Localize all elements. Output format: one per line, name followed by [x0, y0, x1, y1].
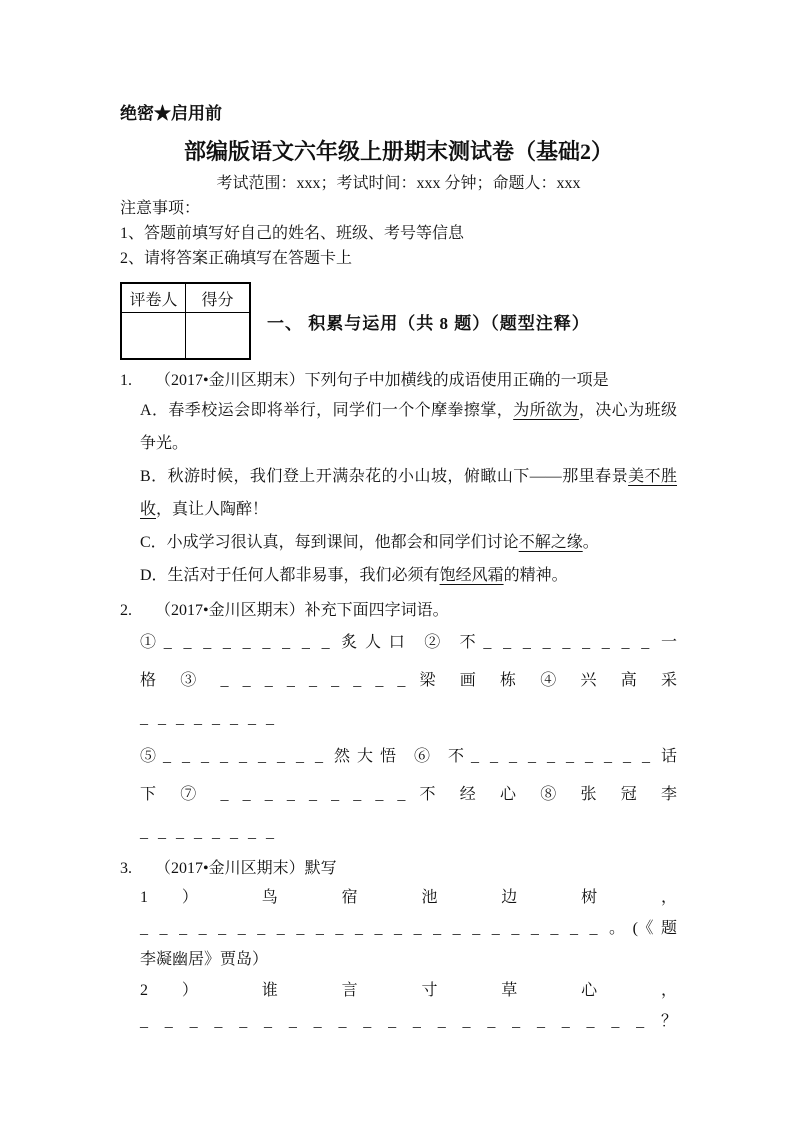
blank-line: 下 ⑦ _ _ _ _ _ _ _ _ _ 不 经 心 ⑧ 张 冠 李: [140, 786, 677, 803]
score-table-score-header: 得分: [186, 283, 251, 313]
question-1-stem: （2017•金川区期末）下列句子中加横线的成语使用正确的一项是: [155, 372, 609, 389]
dictation-line: _ _ _ _ _ _ _ _ _ _ _ _ _ _ _ _ _ _ _ _ _ ？: [140, 1013, 677, 1030]
question-3-stem: （2017•金川区期末）默写: [155, 860, 337, 877]
question-3: [120, 856, 677, 1037]
dictation-line: 1 ） 鸟 宿 池 边 树 ，: [140, 889, 677, 906]
dictation-line: 2 ） 谁 言 寸 草 心 ，: [140, 982, 677, 999]
option-c: C．小成学习很认真，每到课间，他都会和同学们讨论不解之缘。: [140, 534, 599, 551]
option-d: D．生活对于任何人都非易事，我们必须有饱经风霜的精神。: [140, 567, 568, 584]
notice-item-1: 1、答题前填写好自己的姓名、班级、考号等信息: [120, 225, 465, 242]
blank-line: 格 ③ _ _ _ _ _ _ _ _ _ 梁 画 栋 ④ 兴 高 采: [140, 672, 677, 689]
exam-title: 部编版语文六年级上册期末测试卷（基础2）: [183, 139, 613, 164]
score-table-grader-header: 评卷人: [121, 283, 186, 313]
score-table-grader-cell: [121, 313, 186, 360]
question-3-blanks: [140, 882, 677, 1037]
dictation-line: 李凝幽居》贾岛）: [140, 951, 269, 968]
notice-title: 注意事项：: [120, 200, 201, 217]
notice-item-2: 2、请将答案正确填写在答题卡上: [120, 250, 353, 267]
question-3-number: 3.: [120, 860, 132, 877]
classification-banner: 绝密★启用前: [120, 104, 222, 123]
score-table: [120, 282, 251, 360]
option-b: B．秋游时候，我们登上开满杂花的小山坡，俯瞰山下——那里春景美不胜收，真让人陶醉！: [140, 468, 677, 518]
question-2-blanks: [140, 624, 677, 852]
score-section: [120, 282, 677, 360]
blank-line: _ _ _ _ _ _ _ _: [140, 824, 277, 841]
question-2-stem: （2017•金川区期末）补充下面四字词语。: [155, 602, 449, 619]
option-a: A．春季校运会即将举行，同学们一个个摩拳擦掌，为所欲为，决心为班级争光。: [140, 402, 677, 452]
notice-block: [120, 196, 677, 271]
question-1: [120, 368, 677, 592]
blank-line: ⑤_ _ _ _ _ _ _ _ _ 然大悟 ⑥ 不_ _ _ _ _ _ _ _ _ _ 话: [140, 748, 677, 765]
blank-line: ①_ _ _ _ _ _ _ _ _ 炙人口 ② 不_ _ _ _ _ _ _ _ _ 一: [140, 634, 677, 651]
question-1-options: [140, 394, 677, 592]
question-2-number: 2.: [120, 602, 132, 619]
score-table-score-cell: [186, 313, 251, 360]
question-1-number: 1.: [120, 372, 132, 389]
blank-line: _ _ _ _ _ _ _ _: [140, 710, 277, 727]
section-heading: 一、 积累与运用（共 8 题）（题型注释）: [267, 313, 590, 333]
question-2: [120, 598, 677, 852]
exam-info-line: 考试范围：xxx；考试时间：xxx 分钟；命题人：xxx: [216, 175, 581, 192]
dictation-line: _ _ _ _ _ _ _ _ _ _ _ _ _ _ _ _ _ _ _ _ _ _ _ _ 。(《题: [140, 920, 677, 937]
